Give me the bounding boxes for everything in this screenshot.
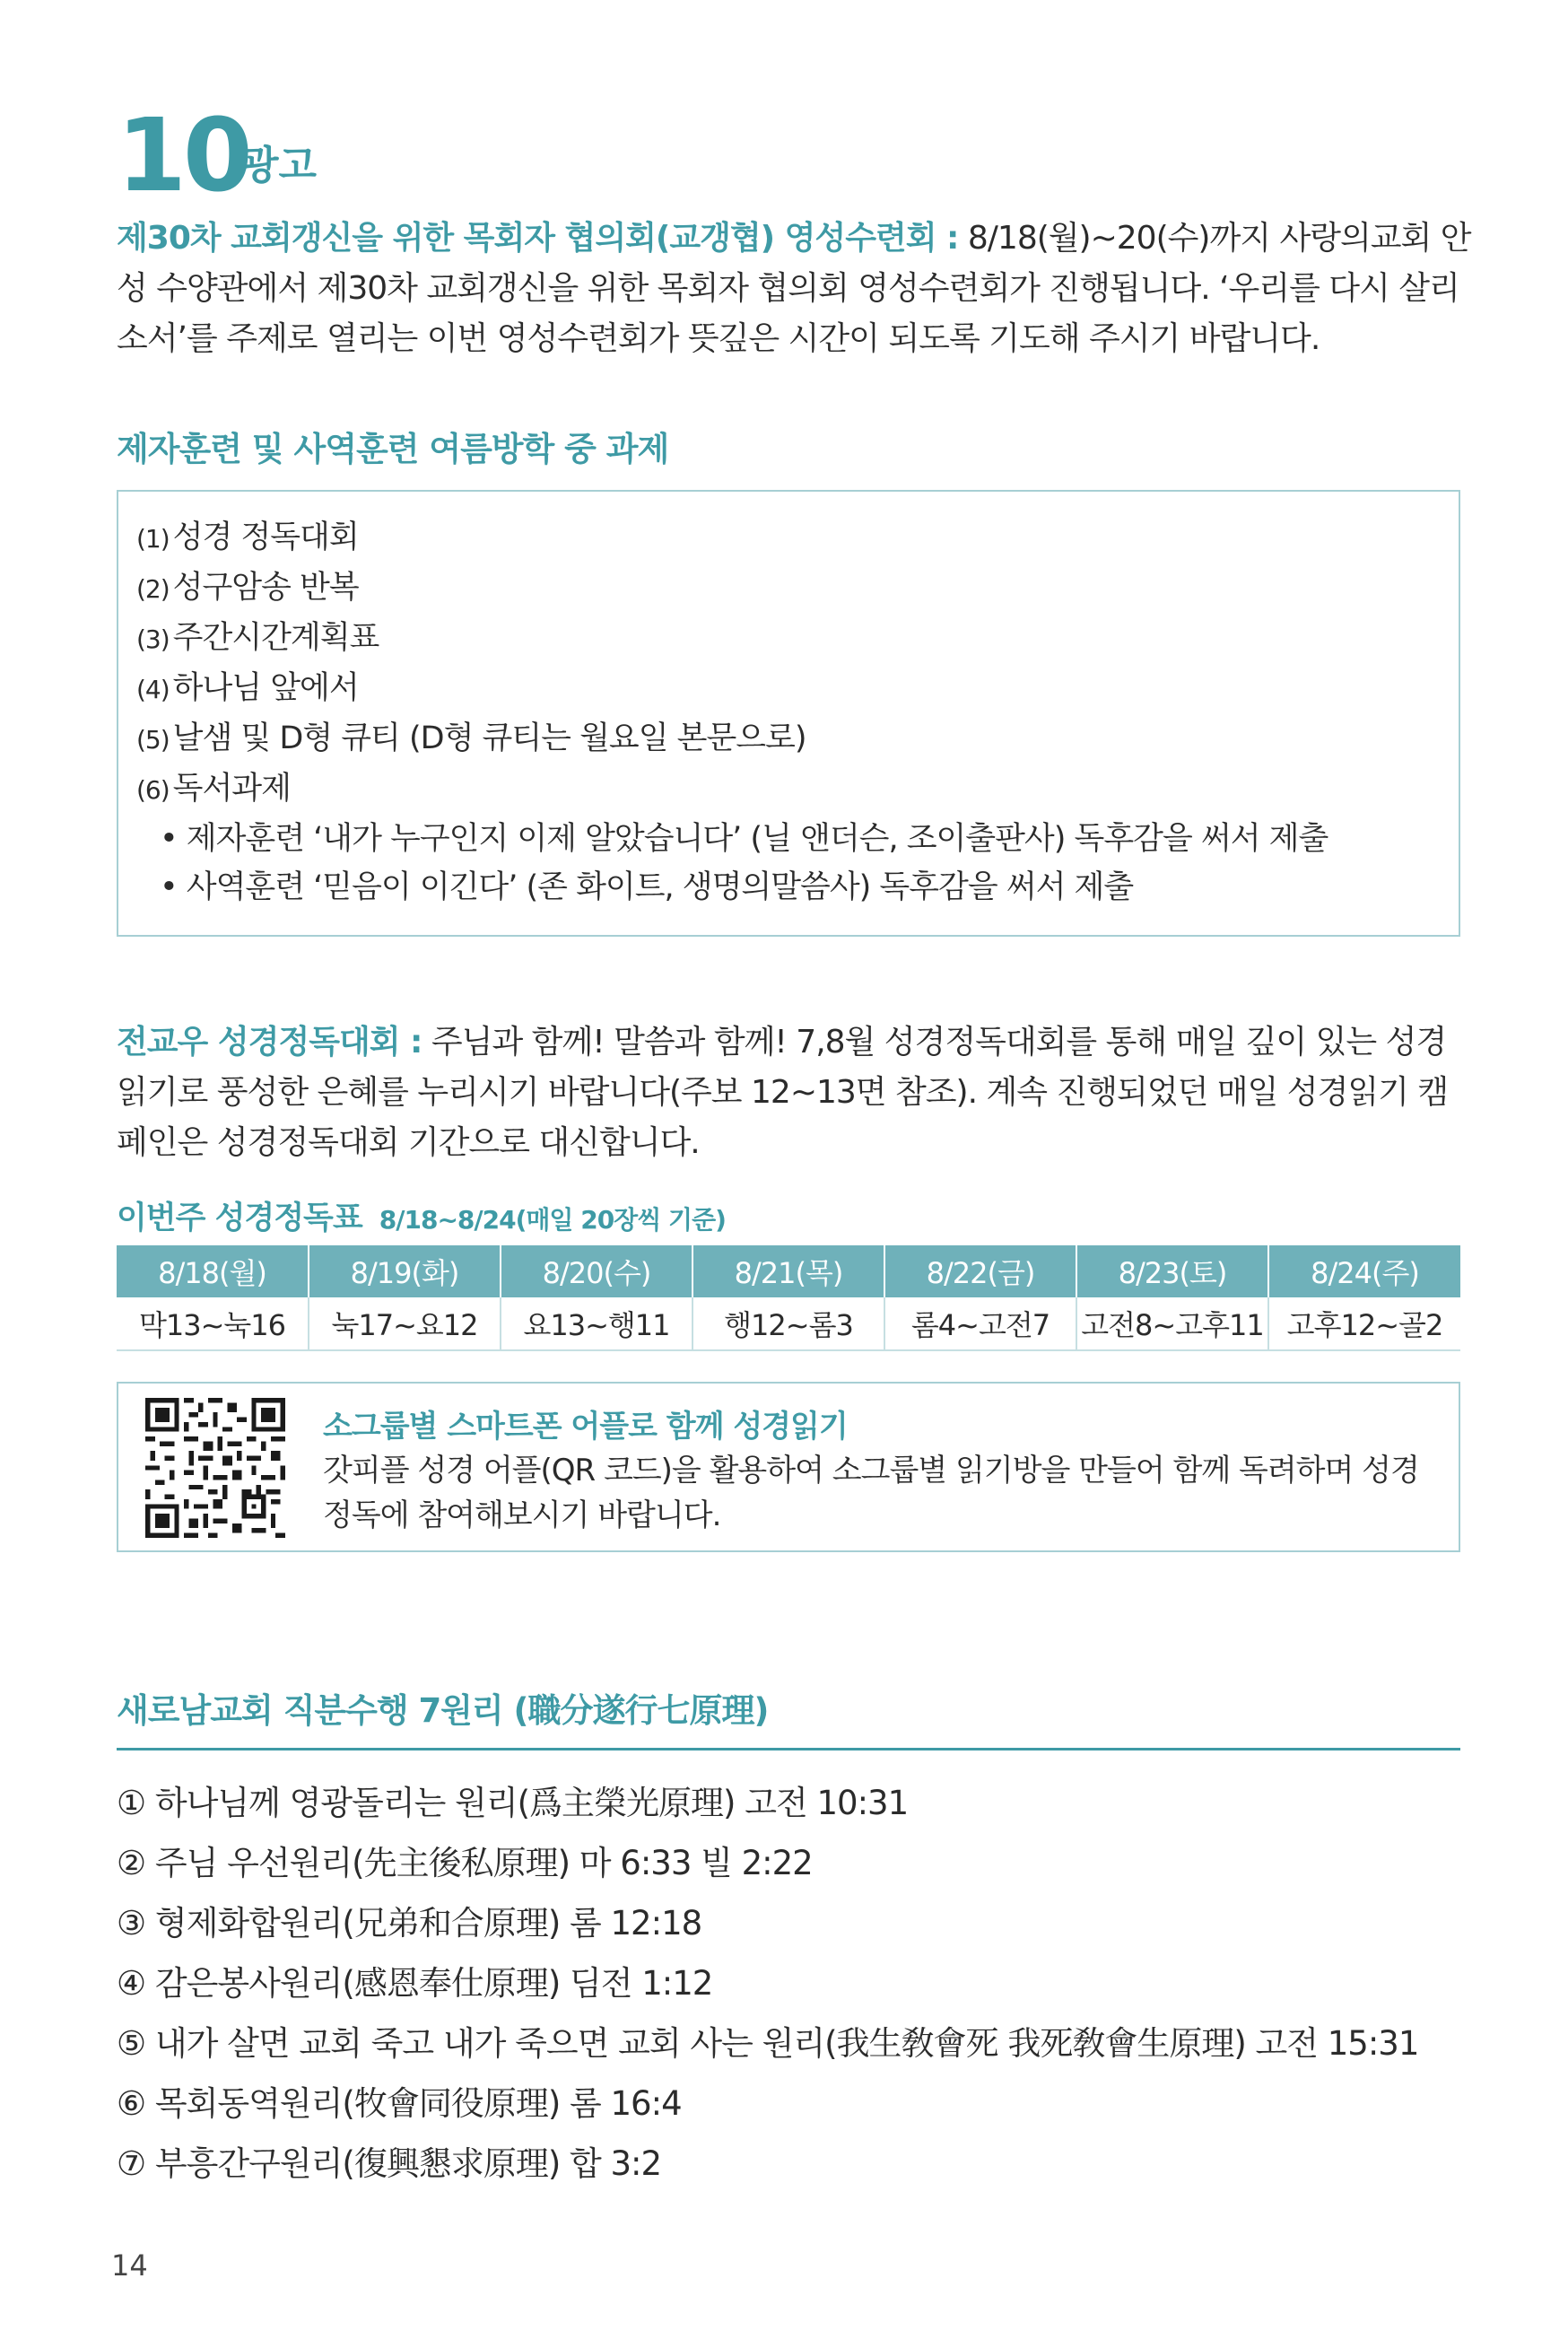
principles-divider	[117, 1748, 1460, 1750]
tasks-heading: 제자훈련 및 사역훈련 여름방학 중 과제	[117, 430, 669, 468]
list-item: ⑤ 내가 살면 교회 죽고 내가 죽으면 교회 사는 원리(我生敎會死 我死敎會生原理) 고전 15:31	[117, 2024, 1419, 2063]
section-title: 광고	[240, 143, 318, 188]
qr-code-icon[interactable]	[145, 1398, 285, 1538]
section-number: 10	[117, 98, 249, 214]
retreat-notice-lead: 제30차 교회갱신을 위한 목회자 협의회(교갱협) 영성수련회 :	[117, 220, 959, 257]
list-item: ② 주님 우선원리(先主後私原理) 마 6:33 빌 2:22	[117, 1844, 813, 1882]
app-reading-title: 소그룹별 스마트폰 어플로 함께 성경읽기	[323, 1409, 848, 1445]
reading-schedule-title: 이번주 성경정독표	[117, 1200, 362, 1236]
app-reading-box	[117, 1382, 1460, 1552]
task-item: (4) 하나님 앞에서	[136, 670, 359, 706]
list-item: ① 하나님께 영광돌리는 원리(爲主榮光原理) 고전 10:31	[117, 1784, 909, 1822]
task-item: (5) 날샘 및 D형 큐티 (D형 큐티는 월요일 본문으로)	[136, 720, 806, 756]
table-header-cell: 8/23(토)	[1076, 1245, 1268, 1297]
principles-list	[117, 1773, 1418, 2194]
task-item: (6) 독서과제	[136, 771, 291, 807]
table-header-cell: 8/18(월)	[117, 1245, 309, 1297]
tasks-box	[117, 490, 1460, 937]
reading-schedule-subtitle: 8/18~8/24(매일 20장씩 기준)	[379, 1205, 726, 1235]
retreat-notice	[117, 214, 1471, 364]
list-item: ③ 형제화합원리(兄弟和合原理) 롬 12:18	[117, 1904, 702, 1942]
table-cell: 요13~행11	[501, 1297, 693, 1350]
list-item: ④ 감은봉사원리(感恩奉仕原理) 딤전 1:12	[117, 1964, 713, 2003]
retreat-notice-body: 8/18(월)~20(수)까지 사랑의교회 안성 수양관에서 제30차 교회갱신을 위한 목회자 협의회 영성수련회가 진행됩니다. ‘우리를 다시 살리소서’를 주제로 열리는 이번 영성수련회가 뜻깊은 시간이 되도록 기도해 주시기 바랍니다.	[117, 220, 1471, 357]
app-reading-body: 갓피플 성경 어플(QR 코드)을 활용하여 소그룹별 읽기방을 만들어 함께 독려하며 성경 정독에 참여해보시기 바랍니다.	[323, 1453, 1419, 1533]
bible-reading-lead: 전교우 성경정독대회 :	[117, 1024, 422, 1061]
table-header-row	[117, 1245, 1460, 1297]
task-item: (2) 성구암송 반복	[136, 570, 359, 606]
table-header-cell: 8/21(목)	[693, 1245, 884, 1297]
task-subitem: • 사역훈련 ‘믿음이 이긴다’ (존 화이트, 생명의말씀사) 독후감을 써서 제출	[160, 869, 1134, 905]
table-header-cell: 8/24(주)	[1268, 1245, 1460, 1297]
list-item: ⑦ 부흥간구원리(復興懇求原理) 합 3:2	[117, 2144, 662, 2183]
task-subitem: • 제자훈련 ‘내가 누구인지 이제 알았습니다’ (닐 앤더슨, 조이출판사) 독후감을 써서 제출	[160, 821, 1328, 857]
table-cell: 고전8~고후11	[1076, 1297, 1268, 1350]
list-item: ⑥ 목회동역원리(牧會同役原理) 롬 16:4	[117, 2084, 682, 2123]
table-header-cell: 8/19(화)	[309, 1245, 501, 1297]
task-item: (3) 주간시간계획표	[136, 620, 379, 656]
principles-heading: 새로남교회 직분수행 7원리 (職分遂行七原理)	[117, 1691, 769, 1730]
table-cell: 롬4~고전7	[884, 1297, 1076, 1350]
table-row	[117, 1297, 1460, 1350]
table-cell: 막13~눅16	[117, 1297, 309, 1350]
page-number: 14	[111, 2248, 148, 2283]
table-header-cell: 8/20(수)	[501, 1245, 693, 1297]
bible-reading-body: 주님과 함께! 말씀과 함께! 7,8월 성경정독대회를 통해 매일 깊이 있는 성경읽기로 풍성한 은혜를 누리시기 바랍니다(주보 12~13면 참조). 계속 진행되었던 매일 성경읽기 캠페인은 성경정독대회 기간으로 대신합니다.	[117, 1024, 1449, 1161]
table-cell: 고후12~골2	[1268, 1297, 1460, 1350]
task-item: (1) 성경 정독대회	[136, 519, 359, 555]
bible-reading-notice	[117, 1017, 1471, 1168]
table-header-cell: 8/22(금)	[884, 1245, 1076, 1297]
reading-schedule-heading	[117, 1193, 726, 1238]
table-cell: 행12~롬3	[693, 1297, 884, 1350]
table-cell: 눅17~요12	[309, 1297, 501, 1350]
reading-schedule-table	[117, 1245, 1460, 1351]
